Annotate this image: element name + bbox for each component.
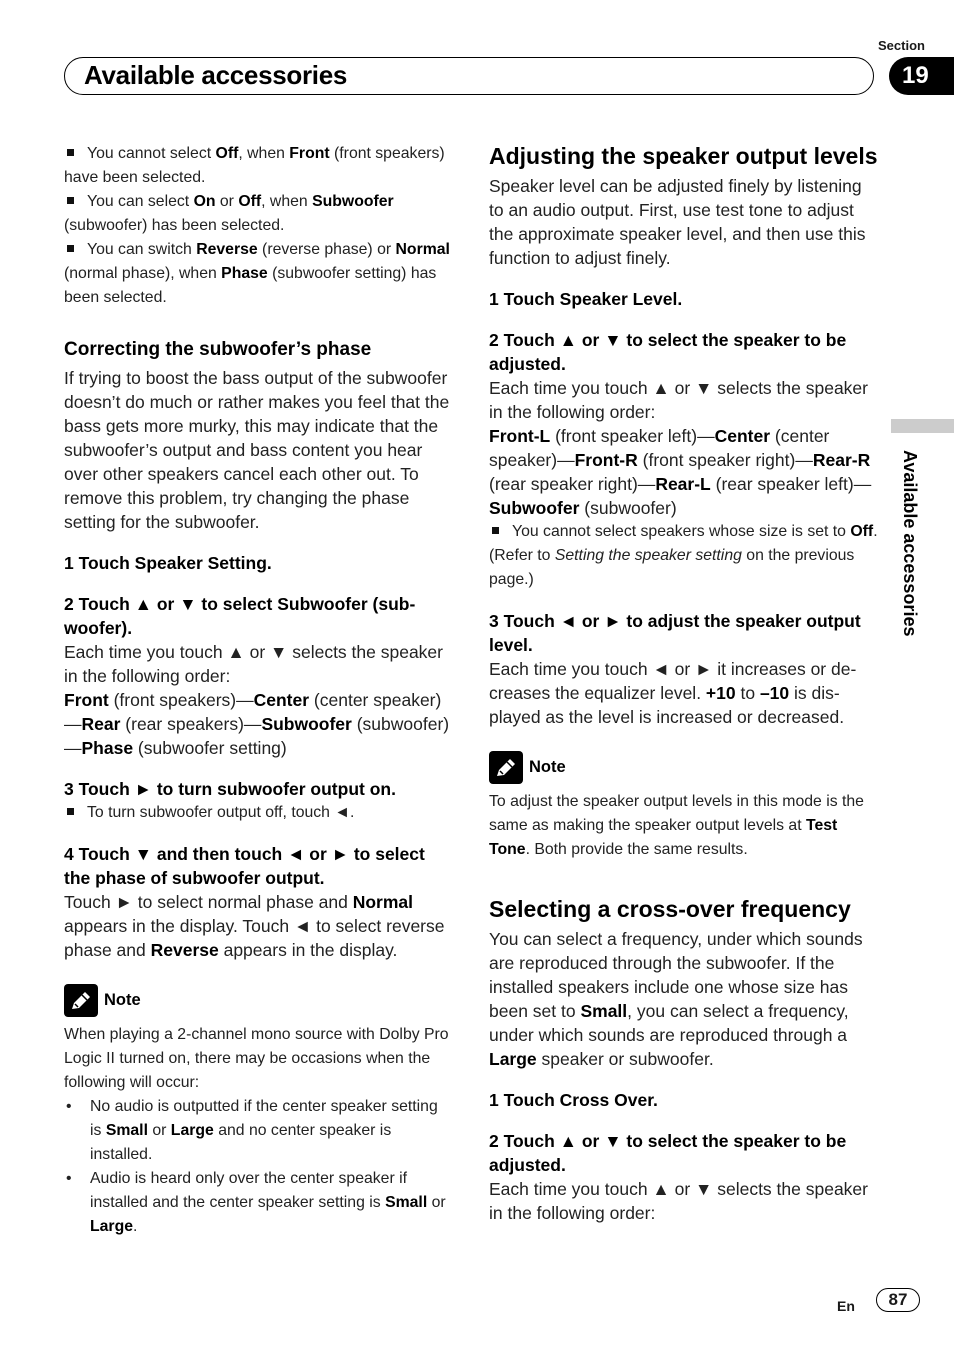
step-1: 1 Touch Speaker Setting. [64,553,272,573]
note-item-1: • No audio is outputted if the center speaker setting is Small or Large and no center speaker is installed. [64,1095,450,1167]
note-label: Note [529,758,566,776]
side-tab-label: Available accessories [900,450,920,637]
bullet-subwoofer-onoff: You can select On or Off, when Subwoofer (subwoofer) has been selected. [64,193,394,234]
step-4-body: Touch ► to select normal phase and Normal appears in the display. Touch ◄ to select reverse phase and Reverse appears in the display. [64,892,445,960]
note-header [489,751,879,784]
bullet-square-icon [67,245,74,252]
note-label: Note [104,991,141,1009]
step-3: 3 Touch ► to turn subwoofer output on. [64,779,396,799]
crossover-step-2-body: Each time you touch ▲ or ▼ selects the speaker in the following order: [489,1179,868,1223]
bullet-square-icon [492,527,499,534]
level-step-2: 2 Touch ▲ or ▼ to select the speaker to be adjusted. [489,330,847,374]
step-2-body: Each time you touch ▲ or ▼ selects the speaker in the following order: [64,642,443,686]
level-step-3-body: Each time you touch ◄ or ► it increases or decreases the equalizer level. +10 to –10 is displayed as the level is increased or decreased. [489,659,857,727]
crossover-heading: Selecting a cross-over frequency [489,896,851,922]
subwoofer-phase-heading: Correcting the subwoofer’s phase [64,339,372,360]
section-number: 19 [889,57,954,95]
section-label: Section [878,38,925,53]
crossover-step-1: 1 Touch Cross Over. [489,1090,658,1110]
left-column [64,142,450,1239]
level-step-2-order: Front-L (front speaker left)—Center (center speaker)—Front-R (front speaker right)—Rear-R (rear speaker right)—Rear-L (rear speaker left)—Subwoofer (subwoofer) [489,426,872,518]
step-3-bullet: To turn subwoofer output off, touch ◄. [64,801,450,825]
crossover-intro: You can select a frequency, under which sounds are reproduced through the subwoofer. If the installed speakers include one whose size has been set to Small, you can select a frequency, under which sounds are reproduced through a Large speaker or subwoofer. [489,929,863,1069]
note-header [64,984,450,1017]
page-title: Available accessories [84,60,348,90]
side-tab-marker [891,419,954,433]
level-step-1: 1 Touch Speaker Level. [489,289,683,309]
note-pencil-icon [64,984,98,1017]
language-code: En [837,1298,855,1314]
speaker-output-intro: Speaker level can be adjusted finely by listening to an audio output. First, use test tone to adjust the approximate speaker level, and then use this function to adjust finely. [489,176,866,268]
subwoofer-phase-intro: If trying to boost the bass output of the subwoofer doesn’t do much or rather makes you feel that the bass gets more murky, this may indicate that the subwoofer’s output and bass content you hear over other speakers cancel each other out. To remove this problem, try changing the phase setting for the subwoofer. [64,368,450,532]
bullet-square-icon [67,149,74,156]
bullet-front-off: You cannot select Off, when Front (front speakers) have been selected. [64,145,445,186]
right-column [489,142,879,1225]
step-4: 4 Touch ▼ and then touch ◄ or ► to select the phase of subwoofer output. [64,844,425,888]
note-text: When playing a 2-channel mono source with Dolby Pro Logic II turned on, there may be occasions when the following will occur: [64,1026,449,1091]
page-number: 87 [876,1288,920,1312]
bullet-reverse-normal: You can switch Reverse (reverse phase) or Normal (normal phase), when Phase (subwoofer setting) has been selected. [64,241,450,306]
step-2-order: Front (front speakers)—Center (center speaker)—Rear (rear speakers)—Subwoofer (subwoofer)—Phase (subwoofer setting) [64,690,450,758]
speaker-output-heading: Adjusting the speaker output levels [489,143,878,169]
note-pencil-icon [489,751,523,784]
note-item-2: • Audio is heard only over the center speaker if installed and the center speaker setting is Small or Large. [64,1167,450,1239]
right-note-text: To adjust the speaker output levels in this mode is the same as making the speaker output levels at Test Tone. Both provide the same results. [489,793,864,858]
crossover-step-2: 2 Touch ▲ or ▼ to select the speaker to be adjusted. [489,1131,847,1175]
bullet-square-icon [67,808,74,815]
level-step-2-body: Each time you touch ▲ or ▼ selects the speaker in the following order: [489,378,868,422]
step-2: 2 Touch ▲ or ▼ to select Subwoofer (subwoofer). [64,594,416,638]
level-step-2-bullet: You cannot select speakers whose size is set to Off. (Refer to Setting the speaker setting on the previous page.) [489,523,878,588]
level-step-3: 3 Touch ◄ or ► to adjust the speaker output level. [489,611,861,655]
bullet-square-icon [67,197,74,204]
